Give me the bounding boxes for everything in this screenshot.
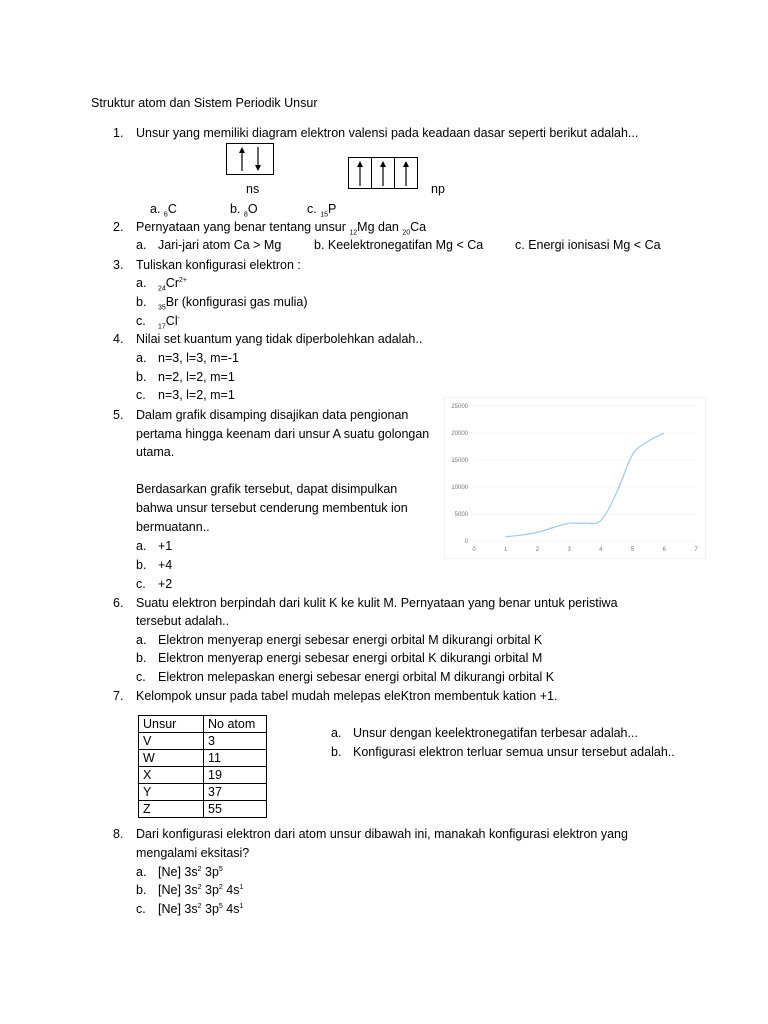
question-5-line: Berdasarkan grafik tersebut, dapat disimpulkan xyxy=(136,482,398,496)
x-tick-label: 2 xyxy=(535,547,540,553)
x-tick-label: 1 xyxy=(504,547,508,553)
q2-option-c: c. Energi ionisasi Mg < Ca xyxy=(515,238,661,252)
x-tick-label: 3 xyxy=(567,547,571,553)
up-arrow-icon xyxy=(353,159,367,187)
x-tick-label: 7 xyxy=(694,547,698,553)
table-row xyxy=(139,801,267,818)
question-6-line2: tersebut adalah.. xyxy=(136,614,230,628)
q3-option-b-letter: b. xyxy=(136,295,147,309)
x-tick-label: 6 xyxy=(662,547,666,553)
question-5-line: pertama hingga keenam dari unsur A suatu golongan xyxy=(136,427,430,441)
element-table xyxy=(138,715,267,818)
q1-option-a: a. $_6$C xyxy=(150,202,177,219)
question-5-line: utama. xyxy=(136,445,175,459)
question-1-number: 1. xyxy=(113,126,124,140)
np-orbital-box-1 xyxy=(348,157,372,189)
page-title: Struktur atom dan Sistem Periodik Unsur xyxy=(91,96,318,110)
question-2-number: 2. xyxy=(113,220,124,234)
question-2-text: Pernyataan yang benar tentang unsur $_{12}$Mg dan $_{20}$Ca xyxy=(136,220,427,237)
q8-option-b: [Ne] $3s^2$ $3p^2$ $4s^1$ xyxy=(158,883,244,897)
q4-option-c: n=3, l=2, m=1 xyxy=(158,388,235,402)
table-row xyxy=(139,750,267,767)
q7-sub-b-letter: b. xyxy=(331,745,342,759)
x-tick-label: 4 xyxy=(599,547,603,553)
q8-option-c-letter: c. xyxy=(136,902,146,916)
q4-option-b: n=2, l=2, m=1 xyxy=(158,370,235,384)
question-8-line2: mengalami eksitasi? xyxy=(136,846,250,860)
q1-option-c: c. $_{15}$P xyxy=(307,202,337,219)
table-header-row xyxy=(139,716,267,733)
q7-sub-b: Konfigurasi elektron terluar semua unsur tersebut adalah.. xyxy=(353,745,675,759)
paired-electron-arrows-icon xyxy=(230,145,270,173)
q2-option-b: b. Keelektronegatifan Mg < Ca xyxy=(314,238,484,252)
q3-option-c-letter: c. xyxy=(136,314,146,328)
up-arrow-icon xyxy=(399,159,413,187)
question-5-line: bahwa unsur tersebut cenderung membentuk ion xyxy=(136,501,408,515)
table-row xyxy=(139,784,267,801)
table-cell: X xyxy=(139,767,204,784)
q6-option-a-letter: a. xyxy=(136,633,147,647)
table-row xyxy=(139,767,267,784)
y-tick-label: 0 xyxy=(464,539,468,545)
q1-option-b: b. $_8$O xyxy=(230,202,258,219)
question-8-number: 8. xyxy=(113,827,124,841)
y-tick-label: 15000 xyxy=(451,458,468,464)
ns-label: ns xyxy=(246,182,260,196)
q4-option-c-letter: c. xyxy=(136,388,146,402)
table-cell: 37 xyxy=(204,784,267,801)
y-tick-label: 25000 xyxy=(451,404,468,410)
q5-option-b-letter: b. xyxy=(136,558,147,572)
q6-option-c: Elektron melepaskan energi sebesar energi orbital M dikurangi orbital K xyxy=(158,670,555,684)
question-1-text: Unsur yang memiliki diagram elektron valensi pada keadaan dasar seperti berikut adalah... xyxy=(136,126,639,140)
np-label: np xyxy=(431,182,445,196)
q6-option-b: Elektron menyerap energi sebesar energi orbital K dikurangi orbital M xyxy=(158,651,543,665)
ionization-energy-chart xyxy=(444,397,706,559)
question-3-text: Tuliskan konfigurasi elektron : xyxy=(136,258,301,272)
question-3-number: 3. xyxy=(113,258,124,272)
q3-option-a-letter: a. xyxy=(136,276,147,290)
q6-option-a: Elektron menyerap energi sebesar energi orbital M dikurangi orbital K xyxy=(158,633,543,647)
q8-option-a: [Ne] $3s^2$ $3p^5$ xyxy=(158,865,223,879)
q5-option-b: +4 xyxy=(158,558,173,572)
question-5-number: 5. xyxy=(113,408,124,422)
q6-option-c-letter: c. xyxy=(136,670,146,684)
q7-sub-a: Unsur dengan keelektronegatifan terbesar adalah... xyxy=(353,726,638,740)
q2-option-a-letter: a. xyxy=(136,238,147,252)
question-4-text: Nilai set kuantum yang tidak diperbolehkan adalah.. xyxy=(136,332,423,346)
q5-option-c: +2 xyxy=(158,577,173,591)
table-cell: 3 xyxy=(204,733,267,750)
table-cell: W xyxy=(139,750,204,767)
np-orbital-box-3 xyxy=(394,157,418,189)
table-header: Unsur xyxy=(139,716,204,733)
table-cell: 19 xyxy=(204,767,267,784)
question-7-text: Kelompok unsur pada tabel mudah melepas eleKtron membentuk kation +1. xyxy=(136,689,558,703)
chart-frame xyxy=(444,397,706,559)
table-cell: 11 xyxy=(204,750,267,767)
q6-option-b-letter: b. xyxy=(136,651,147,665)
y-tick-label: 10000 xyxy=(451,485,468,491)
q4-option-b-letter: b. xyxy=(136,370,147,384)
table-cell: V xyxy=(139,733,204,750)
table-cell: Y xyxy=(139,784,204,801)
table-header: No atom xyxy=(204,716,267,733)
table-cell: Z xyxy=(139,801,204,818)
q3-option-b: $_{35}$Br (konfigurasi gas mulia) xyxy=(158,295,308,312)
q7-sub-a-letter: a. xyxy=(331,726,342,740)
question-5-line: Dalam grafik disamping disajikan data pengionan xyxy=(136,408,409,422)
question-4-number: 4. xyxy=(113,332,124,346)
q8-option-c: [Ne] $3s^2$ $3p^5$ $4s^1$ xyxy=(158,902,244,916)
q4-option-a-letter: a. xyxy=(136,351,147,365)
question-6-number: 6. xyxy=(113,596,124,610)
table-cell: 55 xyxy=(204,801,267,818)
q8-option-a-letter: a. xyxy=(136,865,147,879)
q8-option-b-letter: b. xyxy=(136,883,147,897)
table-row xyxy=(139,733,267,750)
up-arrow-icon xyxy=(376,159,390,187)
question-7-number: 7. xyxy=(113,689,124,703)
ns-orbital-box xyxy=(226,143,274,175)
x-tick-label: 5 xyxy=(630,547,635,553)
q4-option-a: n=3, l=3, m=-1 xyxy=(158,351,239,365)
q3-option-a: $_{24}Cr^{2+}$ xyxy=(158,276,187,293)
q5-option-a-letter: a. xyxy=(136,539,147,553)
y-tick-label: 20000 xyxy=(451,431,468,437)
q2-option-a: Jari-jari atom Ca > Mg xyxy=(158,238,282,252)
question-5-line: bermuatann.. xyxy=(136,520,210,534)
x-tick-label: 0 xyxy=(472,547,476,553)
question-8-line1: Dari konfigurasi elektron dari atom unsur dibawah ini, manakah konfigurasi elektron yang xyxy=(136,827,628,841)
q5-option-a: +1 xyxy=(158,539,173,553)
q3-option-c: $_{17}$Cl- xyxy=(158,314,180,331)
np-orbital-box-2 xyxy=(371,157,395,189)
q5-option-c-letter: c. xyxy=(136,577,146,591)
question-6-line1: Suatu elektron berpindah dari kulit K ke kulit M. Pernyataan yang benar untuk peristiwa xyxy=(136,596,618,610)
y-tick-label: 5000 xyxy=(454,512,468,518)
